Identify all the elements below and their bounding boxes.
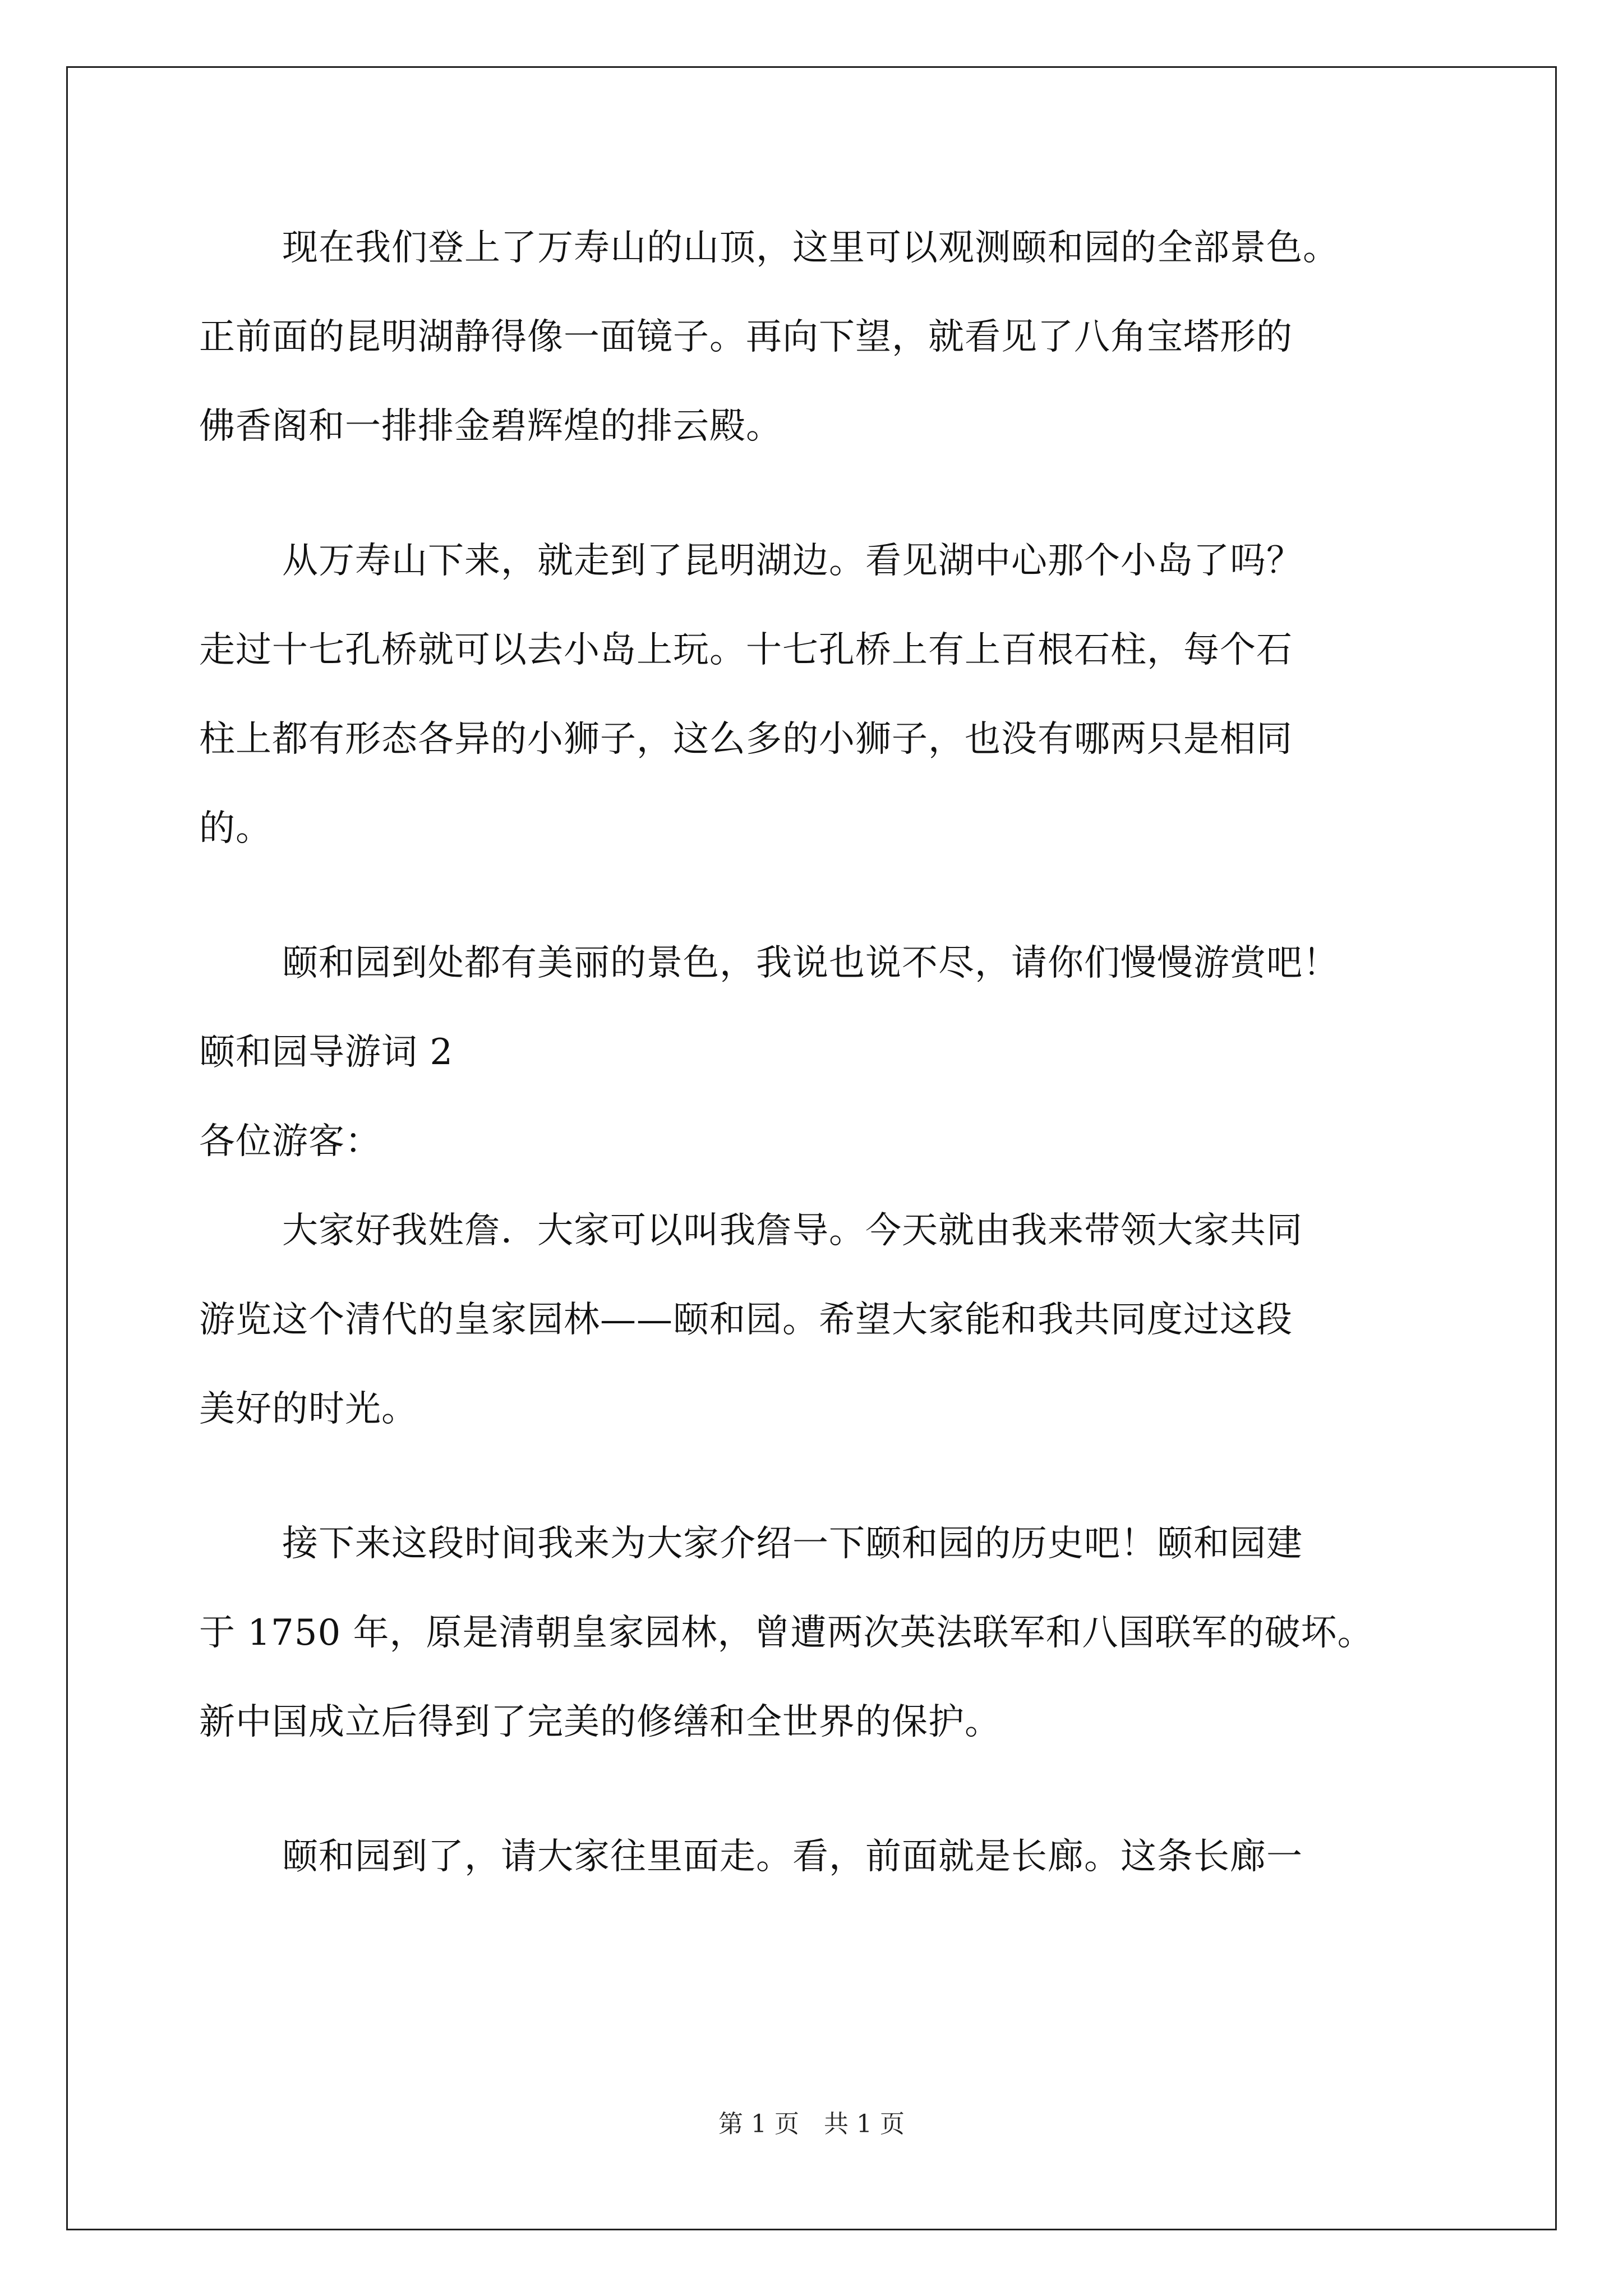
paragraph-line: 从万寿山下来，就走到了昆明湖边。看见湖中心那个小岛了吗？: [282, 540, 1303, 582]
salutation: 各位游客：: [199, 1121, 381, 1162]
paragraph-line: 新中国成立后得到了完美的修缮和全世界的保护。: [199, 1701, 1001, 1743]
paragraph-line: 游览这个清代的皇家园林——颐和园。希望大家能和我共同度过这段: [199, 1299, 1293, 1341]
paragraph-line: 柱上都有形态各异的小狮子，这么多的小狮子，也没有哪两只是相同: [199, 719, 1293, 760]
paragraph-line: 美好的时光。: [199, 1388, 418, 1430]
paragraph-line: 颐和园到处都有美丽的景色，我说也说不尽，请你们慢慢游赏吧！: [282, 942, 1339, 984]
paragraph-line: 走过十七孔桥就可以去小岛上玩。十七孔桥上有上百根石柱，每个石: [199, 629, 1293, 671]
paragraph-line: 接下来这段时间我来为大家介绍一下颐和园的历史吧！颐和园建: [282, 1523, 1303, 1565]
paragraph-line: 现在我们登上了万寿山的山顶，这里可以观测颐和园的全部景色。: [282, 227, 1339, 269]
paragraph-line: 的。: [199, 808, 272, 849]
paragraph-line: 大家好我姓詹．大家可以叫我詹导。今天就由我来带领大家共同: [282, 1210, 1303, 1251]
paragraph-line: 正前面的昆明湖静得像一面镜子。再向下望，就看见了八角宝塔形的: [199, 316, 1293, 358]
page-number-footer: 第 1 页 共 1 页: [718, 2110, 905, 2138]
section-heading: 颐和园导游词 2: [199, 1032, 454, 1073]
paragraph-line: 佛香阁和一排排金碧辉煌的排云殿。: [199, 406, 782, 447]
paragraph-line: 颐和园到了，请大家往里面走。看，前面就是长廊。这条长廊一: [282, 1836, 1303, 1878]
paragraph-line: 于 1750 年，原是清朝皇家园林，曾遭两次英法联军和八国联军的破坏。: [199, 1612, 1374, 1654]
